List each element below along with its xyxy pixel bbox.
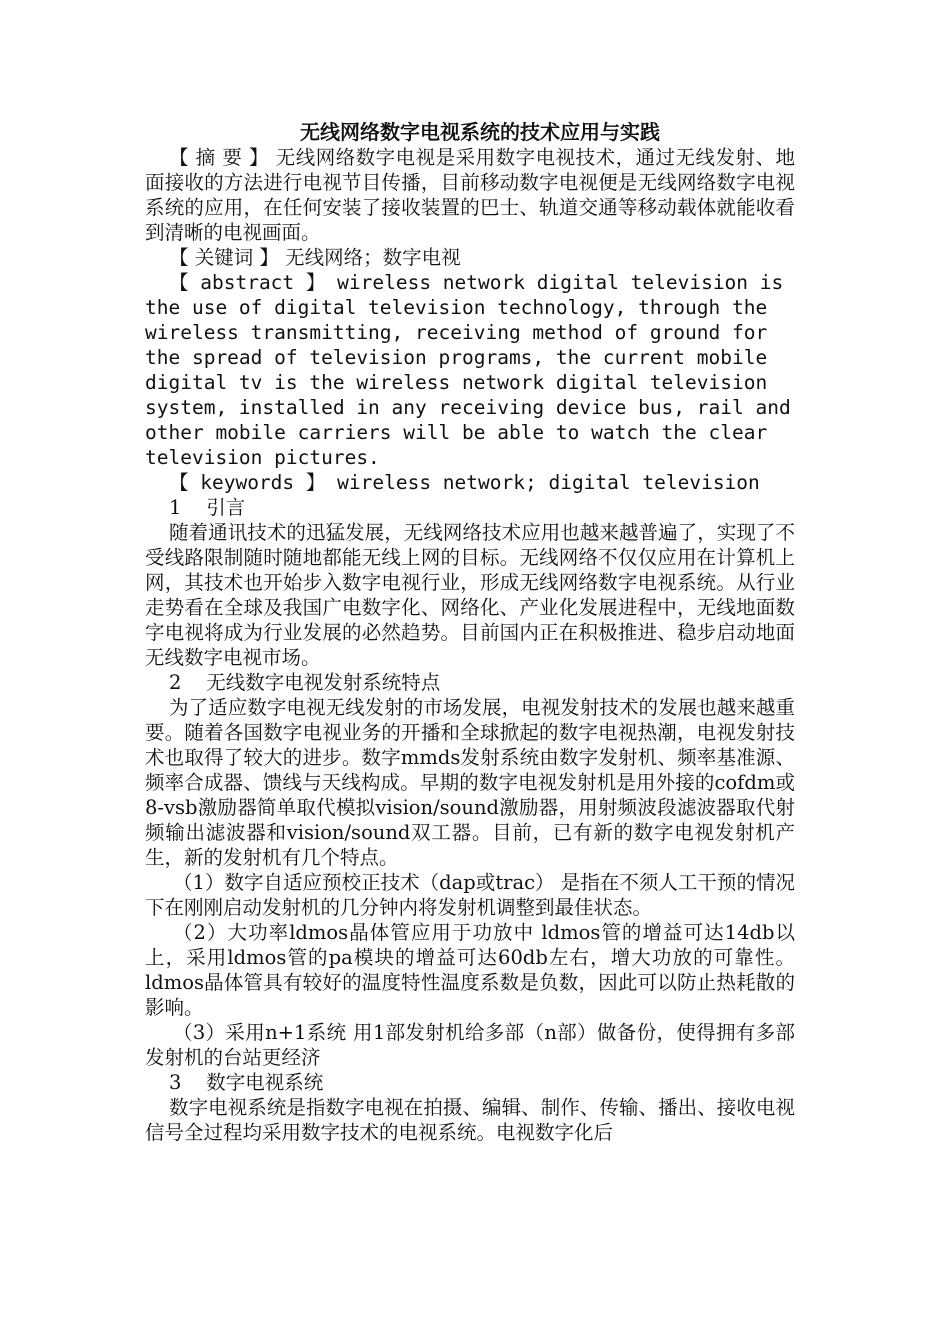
document-page	[145, 120, 795, 1145]
section-heading: 2 无线数字电视发射系统特点	[169, 671, 441, 694]
abstract-cn: 【 摘 要 】 无线网络数字电视是采用数字电视技术，通过无线发射、地面接收的方法进行电视节目传播，目前移动数字电视便是无线网络数字电视系统的应用，在任何安装了接收装置的巴士、轨道交通等移动载体就能收看到清晰的电视画面。	[145, 146, 795, 244]
keywords-cn: 【 关键词 】 无线网络；数字电视	[169, 246, 461, 269]
section-heading: 3 数字电视系统	[169, 1071, 324, 1094]
list-item: （1）数字自适应预校正技术（dap或trac） 是指在不须人工干预的情况下在刚刚启动发射机的几分钟内将发射机调整到最佳状态。	[145, 871, 795, 919]
document-title: 无线网络数字电视系统的技术应用与实践	[300, 120, 660, 144]
body-paragraph: 数字电视系统是指数字电视在拍摄、编辑、制作、传输、播出、接收电视信号全过程均采用数字技术的电视系统。电视数字化后	[145, 1096, 795, 1144]
body-paragraph: 为了适应数字电视无线发射的市场发展，电视发射技术的发展也越来越重要。随着各国数字电视业务的开播和全球掀起的数字电视热潮，电视发射技术也取得了较大的进步。数字mmds发射系统由数字发射机、频率基准源、频率合成器、馈线与天线构成。早期的数字电视发射机是用外接的cofdm或8-vsb激励器简单取代模拟vision/sound激励器，用射频波段滤波器取代射频输出滤波器和vision/sound双工器。目前，已有新的数字电视发射机产生，新的发射机有几个特点。	[145, 696, 795, 869]
body-paragraph: 随着通讯技术的迅猛发展，无线网络技术应用也越来越普遍了，实现了不受线路限制随时随地都能无线上网的目标。无线网络不仅仅应用在计算机上网，其技术也开始步入数字电视行业，形成无线网络数字电视系统。从行业走势看在全球及我国广电数字化、网络化、产业化发展进程中，无线地面数字电视将成为行业发展的必然趋势。目前国内正在积极推进、稳步启动地面无线数字电视市场。	[145, 521, 795, 669]
list-item: （2）大功率ldmos晶体管应用于功放中 ldmos管的增益可达14db以上，采用ldmos管的pa模块的增益可达60db左右，增大功放的可靠性。ldmos晶体管具有较好的温度特性温度系数是负数，因此可以防止热耗散的影响。	[145, 921, 795, 1019]
list-item: （3）采用n+1系统 用1部发射机给多部（n部）做备份，使得拥有多部发射机的台站更经济	[145, 1021, 795, 1069]
abstract-en: 【 abstract 】 wireless network digital television is the use of digital television technology, through the wireless transmitting, receiving method of ground for the spread of television programs, the current mobile digital tv is the wireless network digital television system, installed in any receiving device bus, rail and other mobile carriers will be able to watch the clear television pictures.	[145, 271, 791, 469]
keywords-en: 【 keywords 】 wireless network; digital television	[169, 471, 760, 494]
section-heading: 1 引言	[169, 496, 246, 519]
